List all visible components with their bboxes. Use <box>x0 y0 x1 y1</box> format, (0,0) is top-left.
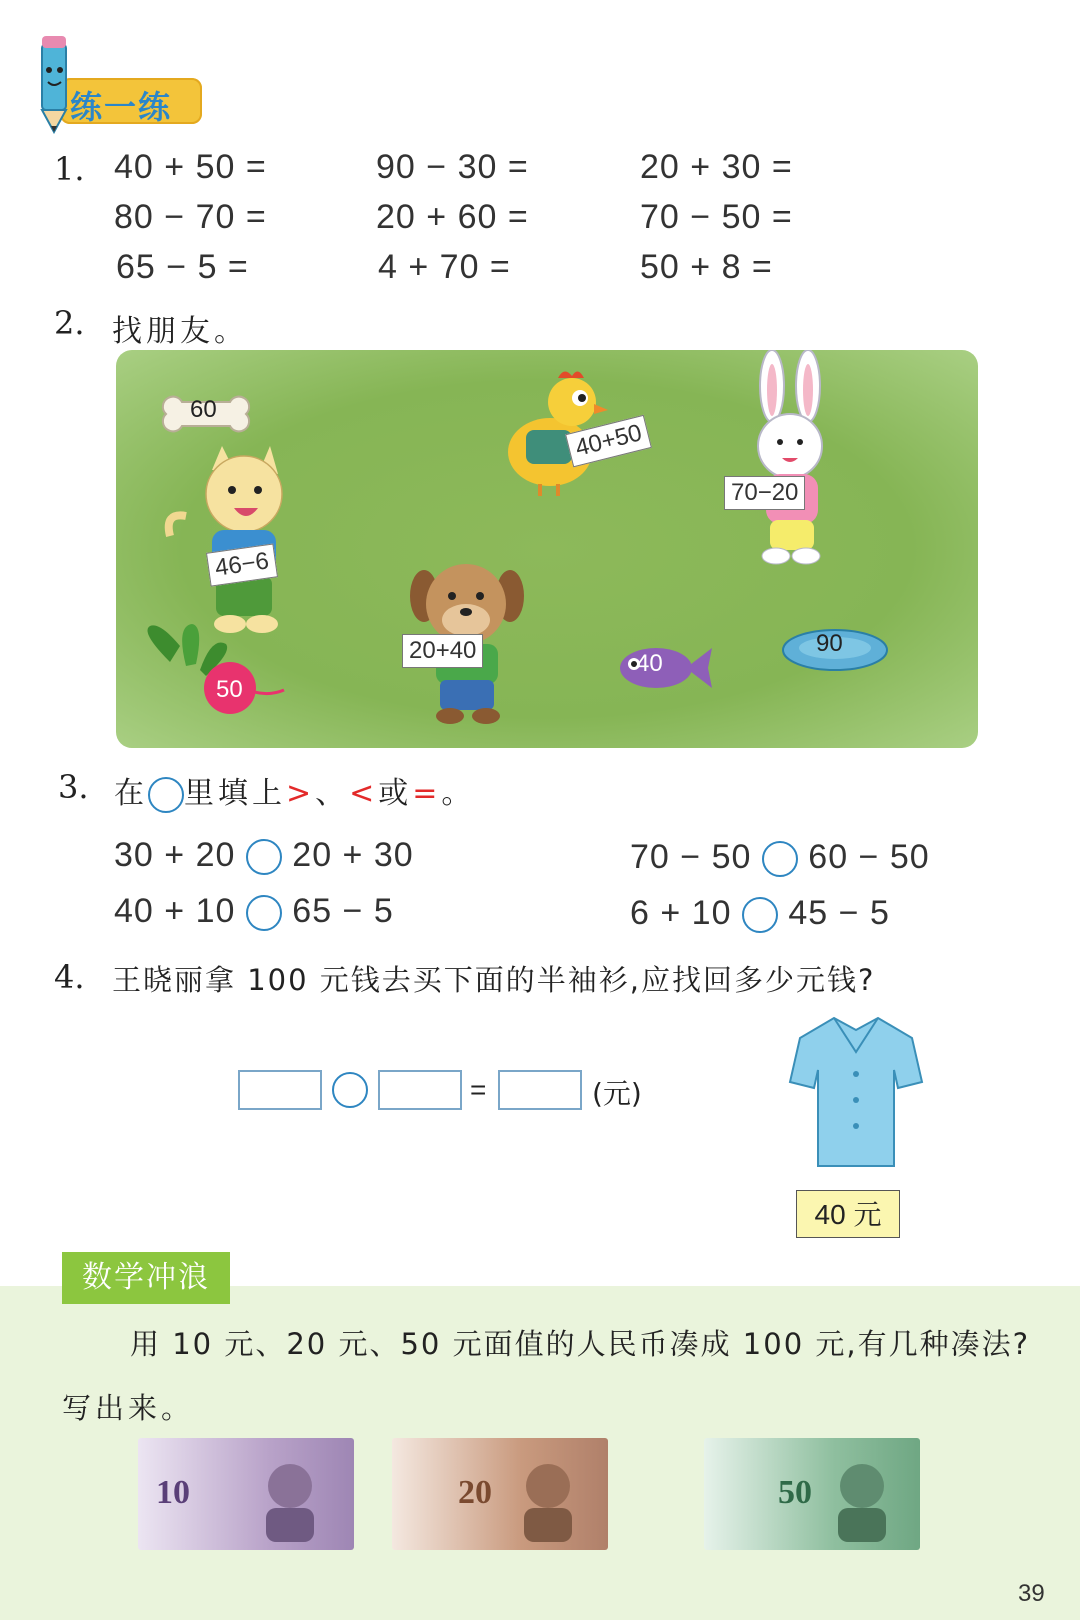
fish-number: 40 <box>636 650 663 677</box>
q3-item-4-answer-circle[interactable] <box>742 897 778 933</box>
rabbit-icon <box>736 350 846 570</box>
q3-item-2-answer-circle[interactable] <box>762 841 798 877</box>
section-badge <box>22 22 202 132</box>
shirt-price-tag: 40 元 <box>796 1190 900 1238</box>
q3-item-3 <box>114 892 394 931</box>
cat-card: 46−6 <box>206 543 278 586</box>
banknote-50-value: 50 <box>778 1474 812 1511</box>
q3-item-4 <box>630 894 890 933</box>
q1-expr-r3c1: 65 − 5 = <box>116 248 249 286</box>
q1-expr-r3c2: 4 + 70 = <box>378 248 511 286</box>
q3-gt-symbol: > <box>286 776 316 811</box>
chick-card: 40+50 <box>565 415 652 468</box>
q3-item-1 <box>114 836 414 875</box>
surf-line-2: 写出来。 <box>62 1391 195 1425</box>
q4-operator-circle[interactable] <box>332 1072 368 1108</box>
q3-item-3-answer-circle[interactable] <box>246 895 282 931</box>
q3-item-2-left: 70 − 50 <box>630 838 752 876</box>
q3-item-1-answer-circle[interactable] <box>246 839 282 875</box>
q3-item-1-left: 30 + 20 <box>114 836 236 874</box>
q2-title: 找朋友。 <box>112 314 248 349</box>
q3-item-4-right: 45 − 5 <box>788 894 890 932</box>
surf-line-1: 用 10 元、20 元、50 元面值的人民币凑成 100 元,有几种凑法? <box>130 1327 1030 1361</box>
portrait-icon <box>508 1452 588 1542</box>
q1-expr-r2c3: 70 − 50 = <box>640 198 793 236</box>
banknote-20-yuan <box>392 1438 608 1550</box>
banknote-10-value: 10 <box>156 1474 190 1511</box>
q4-text: 王晓丽拿 100 元钱去买下面的半袖衫,应找回多少元钱? <box>112 963 876 997</box>
plate-number: 90 <box>816 630 843 657</box>
q1-expr-r3c3: 50 + 8 = <box>640 248 773 286</box>
q3-item-3-left: 40 + 10 <box>114 892 236 930</box>
q3-prompt-b: 里填上 <box>184 776 286 811</box>
q4-equals: = <box>470 1074 487 1105</box>
banknote-10-yuan <box>138 1438 354 1550</box>
radish-icon <box>130 622 290 722</box>
q4-answer-box-1[interactable] <box>238 1070 322 1110</box>
q3-eq-symbol: = <box>412 776 442 811</box>
q4-answer-box-2[interactable] <box>378 1070 462 1110</box>
q3-prompt-circle <box>148 777 184 813</box>
q1-expr-r1c2: 90 − 30 = <box>376 148 529 186</box>
bone-number: 60 <box>190 396 217 423</box>
q3-prompt <box>114 768 475 813</box>
q3-separator: 、 <box>315 776 350 811</box>
q3-number: 3. <box>58 768 89 806</box>
q3-lt-symbol: < <box>349 776 379 811</box>
cat-icon <box>160 446 300 636</box>
dog-card: 20+40 <box>402 634 483 668</box>
q4-number: 4. <box>54 958 85 996</box>
q3-item-3-right: 65 − 5 <box>292 892 394 930</box>
page-number: 39 <box>1018 1580 1045 1607</box>
find-friends-illustration <box>116 350 978 748</box>
q3-end: 。 <box>441 776 476 811</box>
q3-or: 或 <box>378 776 413 811</box>
q3-item-2 <box>630 838 930 877</box>
fish-icon <box>616 640 716 696</box>
q3-item-4-left: 6 + 10 <box>630 894 732 932</box>
q3-item-2-right: 60 − 50 <box>808 838 930 876</box>
banknote-20-value: 20 <box>458 1474 492 1511</box>
q1-number: 1. <box>54 150 85 188</box>
rabbit-card: 70−20 <box>724 476 805 510</box>
badge-title: 练一练 <box>70 88 173 126</box>
q1-expr-r2c2: 20 + 60 = <box>376 198 529 236</box>
q3-prompt-a: 在 <box>114 776 148 811</box>
math-surfing-tag: 数学冲浪 <box>62 1252 230 1304</box>
q1-expr-r1c1: 40 + 50 = <box>114 148 267 186</box>
q1-expr-r2c1: 80 − 70 = <box>114 198 267 236</box>
q4-unit: (元) <box>592 1077 642 1110</box>
q3-item-1-right: 20 + 30 <box>292 836 414 874</box>
portrait-icon <box>822 1452 902 1542</box>
shirt-icon <box>786 1012 926 1172</box>
q1-expr-r1c3: 20 + 30 = <box>640 148 793 186</box>
q2-number: 2. <box>54 304 85 342</box>
portrait-icon <box>250 1452 330 1542</box>
radish-number: 50 <box>216 676 243 703</box>
q4-answer-box-3[interactable] <box>498 1070 582 1110</box>
banknote-50-yuan <box>704 1438 920 1550</box>
